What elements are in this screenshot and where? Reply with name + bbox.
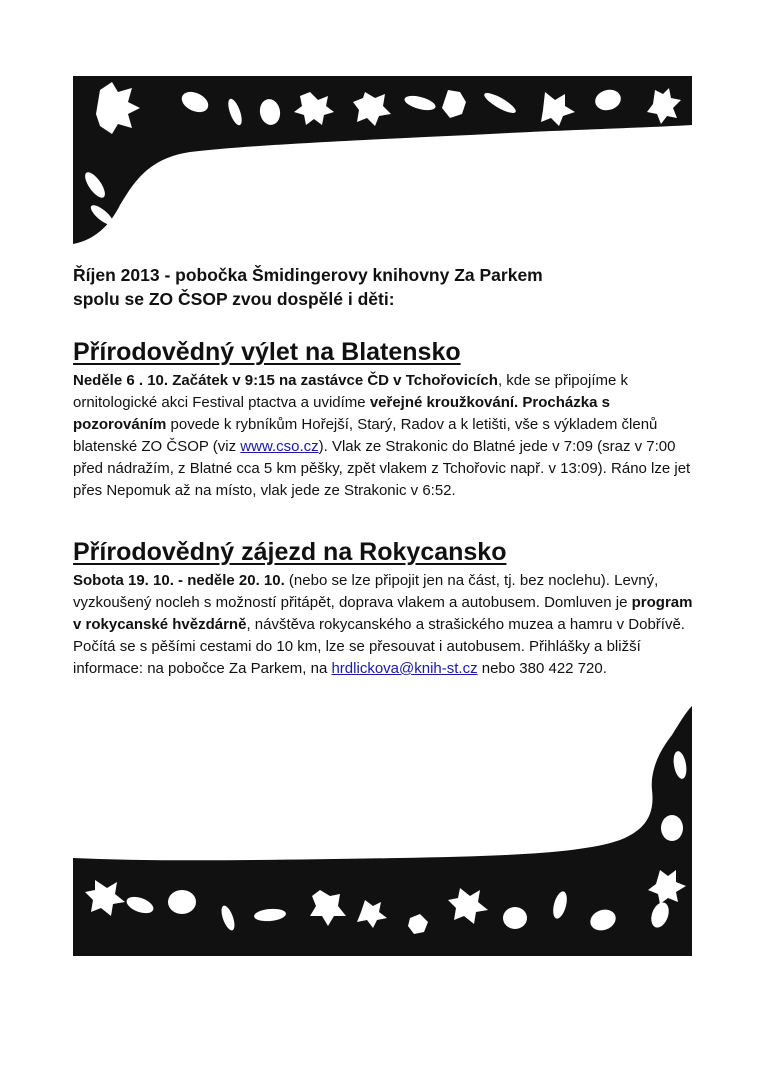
section-1-text-c: ). Vlak ze Strakonic do Blatné jede v 7:09 (sraz v 7:00 před nádražím, z Blatné cca 5 km pěšky, zpět vlakem z Tchořovic např. v 13:09). Ráno lze jet přes Nepomuk až na místo, vlak jede ze Strakonic v 6:52. (73, 438, 691, 499)
section-1-title: Přírodovědný výlet na Blatensko (73, 338, 461, 366)
leaf-border-bottom (73, 706, 692, 956)
invitation-line-2: spolu se ZO ČSOP zvou dospělé i děti: (73, 289, 395, 309)
leaf-icon (168, 890, 196, 914)
section-2-body (73, 570, 693, 680)
section-1-text-b: povede k rybníkům Hořejší, Starý, Radov a k letišti, vše s výkladem členů blatenské ZO ČSOP (viz (73, 416, 658, 455)
section-1-highlight: veřejné kroužkování. Procházka s pozorováním (73, 394, 610, 433)
section-2-text-a: (nebo se lze připojit jen na část, tj. bez noclehu). Levný, vyzkoušený nocleh s možností přitápět, doprava vlakem a autobusem. Domluven je (73, 572, 659, 611)
leaf-icon (661, 815, 683, 841)
leaf-border-top (73, 76, 692, 244)
invitation-line-1: Říjen 2013 - pobočka Šmidingerovy knihovny Za Parkem (73, 265, 543, 285)
section-2-text-b: , návštěva rokycanského a strašického muzea a hamru v Dobřívě. Počítá se s pěšími cestami do 10 km, lze se přesouvat i autobusem. Přihlášky a bližší informace: na pobočce Za Parkem, na (73, 616, 685, 677)
section-2-title: Přírodovědný zájezd na Rokycansko (73, 538, 507, 566)
invitation-heading (73, 263, 693, 311)
section-1-body (73, 370, 693, 502)
section-1-date: Neděle 6 . 10. Začátek v 9:15 na zastávce ČD v Tchořovicích (73, 372, 498, 389)
section-1-text-a: , kde se připojíme k ornitologické akci Festival ptactva a uvidíme (73, 372, 628, 411)
section-2-highlight: program v rokycanské hvězdárně (73, 594, 693, 633)
leaf-icon (503, 907, 527, 929)
section-2-date: Sobota 19. 10. - neděle 20. 10. (73, 572, 285, 589)
cso-link[interactable]: www.cso.cz (240, 438, 319, 455)
section-2-text-c: nebo 380 422 720. (477, 660, 607, 677)
email-link[interactable]: hrdlickova@knih-st.cz (331, 660, 478, 677)
